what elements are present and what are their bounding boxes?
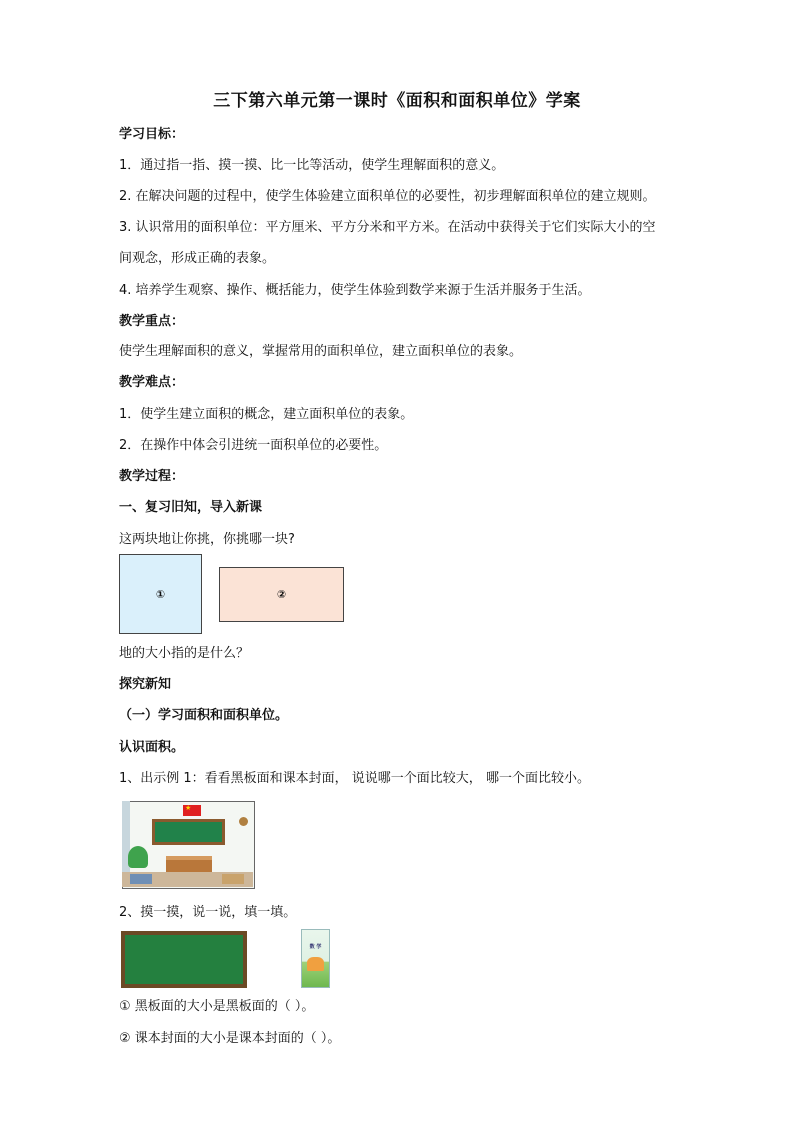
textbook-children-illustration: [307, 957, 324, 971]
fill-blank-2: ② 课本封面的大小是课本封面的（ ）。: [119, 1031, 341, 1046]
question-plot-size: 地的大小指的是什么？: [119, 646, 250, 661]
plot-2-label: ②: [276, 588, 287, 601]
objective-item-2: 2. 在解决问题的过程中，使学生体验建立面积单位的必要性，初步理解面积单位的建立规则。: [119, 189, 656, 204]
plant-icon: [128, 846, 148, 868]
objective-item-3: 3. 认识常用的面积单位：平方厘米、平方分米和平方米。在活动中获得关于它们实际大小的空: [119, 220, 656, 235]
flag-star-icon: ★: [185, 804, 192, 812]
classroom-blackboard: [152, 819, 225, 845]
key-points-text: 使学生理解面积的意义，掌握常用的面积单位，建立面积单位的表象。: [119, 344, 523, 359]
recognize-area-heading: 认识面积。: [119, 740, 185, 755]
page-title: 三下第六单元第一课时《面积和面积单位》学案: [213, 91, 581, 111]
explore-heading: 探究新知: [119, 677, 172, 692]
objective-item-4: 4. 培养学生观察、操作、概括能力，使学生体验到数学来源于生活并服务于生活。: [119, 283, 591, 298]
difficulty-item-1: 1．使学生建立面积的概念，建立面积单位的表象。: [119, 407, 414, 422]
objective-item-1: 1．通过指一指、摸一摸、比一比等活动，使学生理解面积的意义。: [119, 158, 505, 173]
teacher-desk: [166, 856, 212, 872]
example-1-text: 1、出示例 1：看看黑板面和课本封面， 说说哪一个面比较大， 哪一个面比较小。: [119, 771, 590, 786]
objectives-heading: 学习目标：: [119, 127, 185, 142]
blackboard-image: [121, 931, 247, 988]
student-desk-left: [130, 874, 152, 884]
difficulty-item-2: 2．在操作中体会引进统一面积单位的必要性。: [119, 438, 388, 453]
student-desk-right: [222, 874, 244, 884]
plot-2-rectangle: [219, 567, 344, 622]
process-heading: 教学过程：: [119, 469, 185, 484]
fill-blank-1: ① 黑板面的大小是黑板面的（ ）。: [119, 999, 315, 1014]
difficulties-heading: 教学难点：: [119, 375, 185, 390]
plot-1-label: ①: [155, 587, 166, 601]
step-2-text: 2、摸一摸，说一说，填一填。: [119, 905, 297, 920]
key-points-heading: 教学重点：: [119, 314, 185, 329]
textbook-title: 数 学: [309, 944, 322, 950]
wall-ornament-icon: [239, 817, 248, 826]
sub-section-area-units: （一）学习面积和面积单位。: [119, 708, 289, 723]
section-review: 一、复习旧知，导入新课: [119, 500, 263, 515]
objective-item-3-continued: 间观念，形成正确的表象。: [119, 251, 276, 266]
question-choose-plot: 这两块地让你挑，你挑哪一块?: [119, 532, 295, 547]
plot-1-square: [119, 554, 202, 634]
